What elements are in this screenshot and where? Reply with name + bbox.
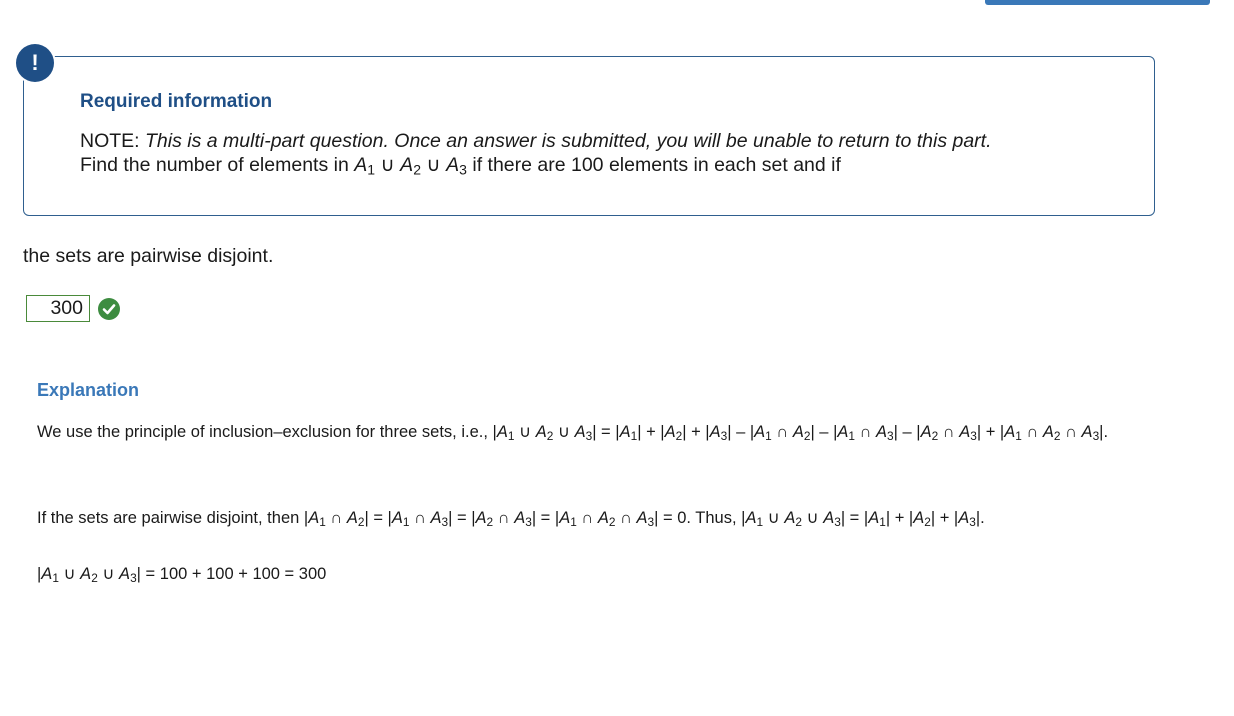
explanation-paragraph-3: $|A_1$ ∪ $A_2$ ∪ $A_3| = 100 + 100 + 100 = 300$	[37, 565, 327, 585]
answer-input[interactable]: 300	[26, 295, 90, 322]
note-label: NOTE:	[80, 130, 140, 152]
exclamation-icon: !	[16, 44, 54, 82]
note-text	[80, 129, 992, 153]
explanation-paragraph-2: If the sets are pairwise disjoint, then $|A_1$ ∩ $A_2| = |A_1$ ∩ $A_3| = |A_2$ ∩ $A_3| = |A_1$ ∩ $A_2$ ∩ $A_3| = 0$. Thus, $|A_1$ ∪ $A_2$ ∪ $A_3| = |A_1| + |A_2| + |A_3|$.	[37, 509, 985, 529]
union-cardinality: $|A_1$ ∪ $A_2$ ∪ $A_3|$	[37, 565, 141, 585]
answer-row	[26, 295, 120, 322]
required-information-title: Required information	[80, 91, 273, 112]
problem-statement: Find the number of elements in $A_1$ ∪ $A_2$ ∪ $A_3$ if there are 100 elements in each set and if	[80, 154, 841, 178]
explanation-title: Explanation	[37, 380, 140, 400]
note-body: This is a multi-part question. Once an answer is submitted, you will be unable to return to this part.	[145, 130, 992, 152]
check-circle-icon	[98, 298, 120, 320]
question-part-text: the sets are pairwise disjoint.	[23, 245, 274, 267]
disjoint-union-formula: $|A_1$ ∪ $A_2$ ∪ $A_3| = |A_1| + |A_2| + |A_3|$.	[741, 509, 985, 529]
intersection-equalities: $|A_1$ ∩ $A_2| = |A_1$ ∩ $A_3| = |A_2$ ∩ $A_3| = |A_1$ ∩ $A_2$ ∩ $A_3|$	[303, 509, 659, 529]
union-expression: $A_1$ ∪ $A_2$ ∪ $A_3$	[354, 154, 467, 178]
top-action-bar[interactable]	[985, 0, 1210, 5]
required-information-box	[23, 56, 1155, 216]
explanation-paragraph-1: We use the principle of inclusion–exclusion for three sets, i.e., $|A_1$ ∪ $A_2$ ∪ $A_3| = |A_1| + |A_2| + |A_3| - |A_1$ ∩ $A_2| - |A_1$ ∩ $A_3| - |A_2$ ∩ $A_3| + |A_1$ ∩ $A_2$ ∩ $A_3|$.	[37, 423, 1109, 443]
inclusion-exclusion-formula: $|A_1$ ∪ $A_2$ ∪ $A_3| = |A_1| + |A_2| + |A_3| - |A_1$ ∩ $A_2| - |A_1$ ∩ $A_3| - |A_2$ ∩ $A_3| + |A_1$ ∩ $A_2$ ∩ $A_3|$.	[492, 423, 1109, 443]
